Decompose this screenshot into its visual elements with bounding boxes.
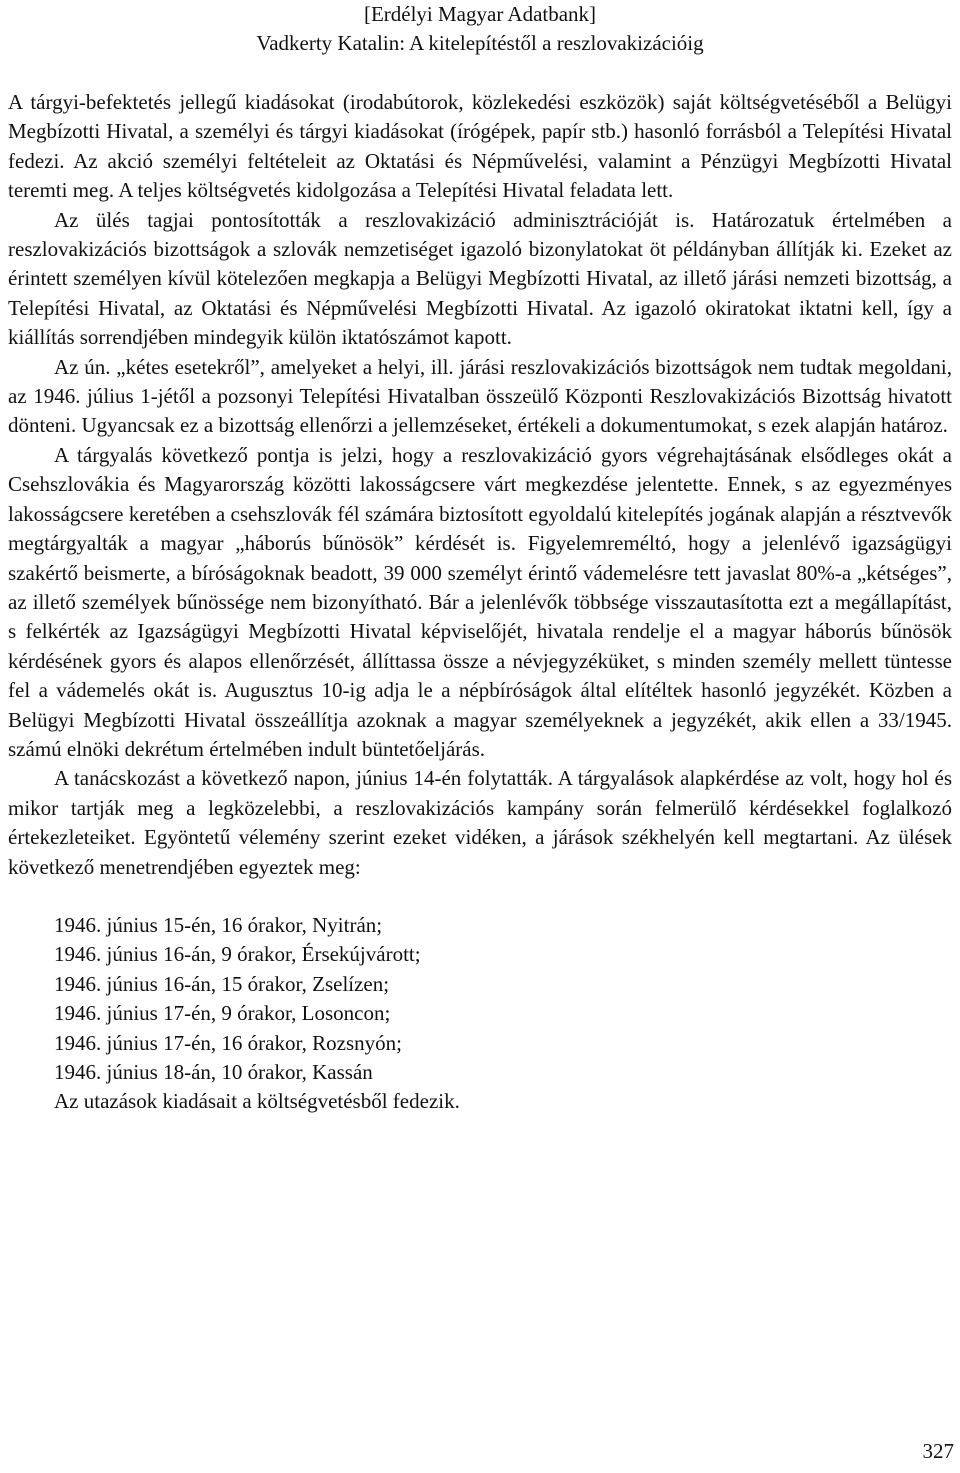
list-item: 1946. június 16-án, 9 órakor, Érsekújvárott; — [54, 942, 421, 967]
paragraph: A tárgyi-befektetés jellegű kiadásokat (irodabútorok, közlekedési eszközök) saját költségvetéséből a Belügyi Megbízotti Hivatal, a személyi és tárgyi kiadásokat (írógépek, papír stb.) hasonló forrásból a Telepítési Hivatal fedezi. Az akció személyi feltételeit az Oktatási és Népművelési, valamint a Pénzügyi Megbízotti Hivatal teremti meg. A teljes költségvetés kidolgozása a Telepítési Hivatal feladata lett. — [8, 90, 952, 203]
page-number: 327 — [922, 1439, 954, 1463]
page-header — [0, 0, 960, 58]
paragraph: Az ún. „kétes esetekről”, amelyeket a helyi, ill. járási reszlovakizációs bizottságok nem tudtak megoldani, az 1946. július 1-jétől a pozsonyi Telepítési Hivatalban összeülő Központi Reszlovakizációs Bizottság hivatott dönteni. Ugyancsak ez a bizottság ellenőrzi a jellemzéseket, értékeli a dokumentumokat, s ezek alapján határoz. — [8, 354, 952, 438]
paragraph: A tanácskozást a következő napon, június 14-én folytatták. A tárgyalások alapkérdése az volt, hogy hol és mikor tartják meg a legközelebbi, a reszlovakizációs kampány során felmerülő kérdésekkel foglalkozó értekezleteiket. Egyöntetű vélemény szerint ezeket vidéken, a járások székhelyén kell megtartani. Az ülések következő menetrendjében egyeztek meg: — [8, 766, 952, 879]
document-body — [8, 88, 952, 1117]
list-item: 1946. június 17-én, 9 órakor, Losoncon; — [54, 1001, 391, 1026]
list-item: 1946. június 17-én, 16 órakor, Rozsnyón; — [54, 1030, 402, 1055]
paragraph: A tárgyalás következő pontja is jelzi, hogy a reszlovakizáció gyors végrehajtásának elsődleges okát a Csehszlovákia és Magyarország közötti lakosságcsere várt megkezdése jelentette. Ennek, s az egyezményes lakosságcsere keretében a csehszlovák fél számára biztosított egyoldalú kitelepítés jogának alapján a résztvevők megtárgyalták a magyar „háborús bűnösök” kérdését is. Figyelemreméltó, hogy a jelenlévő igazságügyi szakértő beismerte, a bíróságoknak beadott, 39 000 személyt érintő vádemelésre tett javaslat 80%-a „kétséges”, az illető személyek bűnössége nem bizonyítható. Bár a jelenlévők többsége visszautasította ezt a megállapítást, s felkérték az Igazságügyi Megbízotti Hivatal képviselőjét, hivatala rendelje el a magyar háborús bűnösök kérdésének gyors és alapos ellenőrzését, állíttassa össze a névjegyzéküket, s minden személy mellett tüntesse fel a vádemelés okát is. Augusztus 10-ig adja le a népbíróságok által elítéltek hasonló jegyzékét. Közben a Belügyi Megbízotti Hivatal összeállítja azoknak a magyar személyeknek a jegyzékét, akik ellen a 33/1945. számú elnöki dekrétum értelmében indult büntetőeljárás. — [8, 442, 952, 761]
paragraph: Az ülés tagjai pontosították a reszlovakizáció adminisztrációját is. Határozatuk értelmében a reszlovakizációs bizottságok a szlovák nemzetiséget igazoló bizonylatokat öt példányban állítják ki. Ezeket az érintett személyen kívül kötelezően megkapja a Belügyi Megbízotti Hivatal, az illető járási nemzeti bizottság, a Telepítési Hivatal, az Oktatási és Népművelési Megbízotti Hivatal. Az igazoló okiratokat iktatni kell, így a kiállítás sorrendjében mindegyik külön iktatószámot kapott. — [8, 207, 952, 350]
list-item: 1946. június 16-án, 15 órakor, Zselízen; — [54, 971, 390, 996]
meeting-schedule-list — [8, 911, 952, 1087]
list-item: 1946. június 15-én, 16 órakor, Nyitrán; — [54, 912, 383, 937]
source-label: [Erdélyi Magyar Adatbank] — [363, 2, 597, 26]
document-title: Vadkerty Katalin: A kitelepítéstől a reszlovakizációig — [256, 31, 704, 55]
list-item: 1946. június 18-án, 10 órakor, Kassán — [54, 1060, 373, 1084]
closing-sentence: Az utazások kiadásait a költségvetésből fedezik. — [54, 1089, 460, 1114]
